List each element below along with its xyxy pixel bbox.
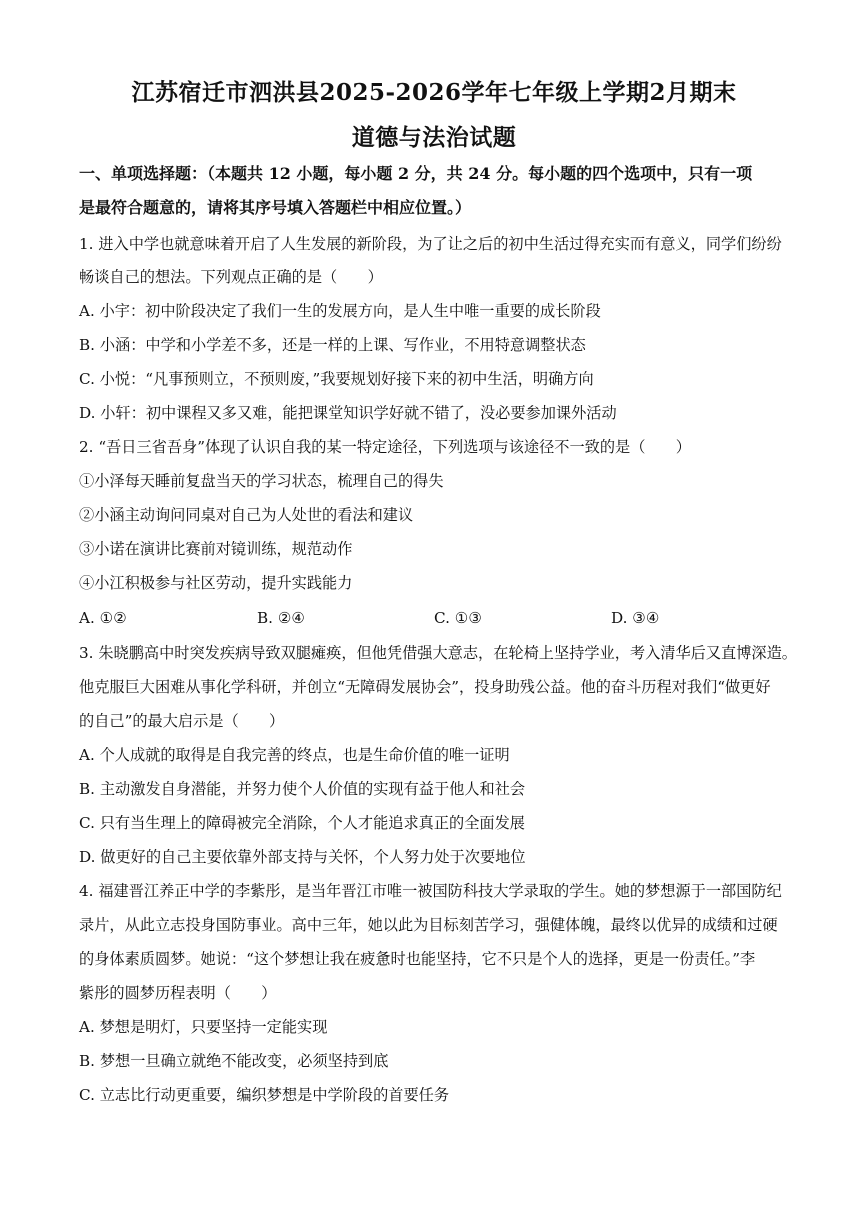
q3-option-a: A. 个人成就的取得是自我完善的终点，也是生命价值的唯一证明 [79, 746, 510, 764]
section-heading: 一、单项选择题：（本题共 12 小题，每小题 2 分，共 24 分。每小题的四个选项中，只有一项 [79, 164, 753, 183]
q1-option-b: B. 小涵：中学和小学差不多，还是一样的上课、写作业，不用特意调整状态 [79, 336, 586, 354]
q2-option-c: C. ①③ [434, 609, 482, 627]
section-heading-cont: 是最符合题意的，请将其序号填入答题栏中相应位置。） [79, 198, 472, 217]
exam-subject-title: 道德与法治试题 [351, 124, 517, 151]
q1-stem: 1. 进入中学也就意味着开启了人生发展的新阶段，为了让之后的初中生活过得充实而有意义，同学们纷纷 [79, 235, 782, 253]
q2-statement-2: ②小涵主动询问同桌对自己为人处世的看法和建议 [79, 506, 414, 524]
q2-statement-4: ④小江积极参与社区劳动，提升实践能力 [79, 574, 353, 592]
q2-stem: 2. “吾日三省吾身”体现了认识自我的某一特定途径，下列选项与该途径不一致的是（ ） [79, 438, 691, 456]
q3-stem-cont-2: 的自己”的最大启示是（ ） [79, 712, 285, 730]
q2-option-b: B. ②④ [257, 609, 306, 627]
q2-option-a: A. ①② [79, 609, 127, 627]
q4-stem-cont-2: 的身体素质圆梦。她说：“这个梦想让我在疲惫时也能坚持，它不只是个人的选择，更是一份责任。”李 [79, 950, 756, 968]
q4-stem-cont-3: 紫彤的圆梦历程表明（ ） [79, 984, 277, 1002]
q3-option-d: D. 做更好的自己主要依靠外部支持与关怀，个人努力处于次要地位 [79, 848, 526, 866]
q3-stem: 3. 朱晓鹏高中时突发疾病导致双腿瘫痪，但他凭借强大意志，在轮椅上坚持学业，考入清华后又直博深造。 [79, 644, 797, 662]
q3-option-b: B. 主动激发自身潜能，并努力使个人价值的实现有益于他人和社会 [79, 780, 526, 798]
q2-option-d: D. ③④ [611, 609, 660, 627]
q3-option-c: C. 只有当生理上的障碍被完全消除，个人才能追求真正的全面发展 [79, 814, 525, 832]
q2-statement-3: ③小诺在演讲比赛前对镜训练，规范动作 [79, 540, 353, 558]
q1-option-a: A. 小宇：初中阶段决定了我们一生的发展方向，是人生中唯一重要的成长阶段 [79, 302, 601, 320]
exam-title: 江苏宿迁市泗洪县2025-2026学年七年级上学期2月期末 [131, 79, 737, 106]
q4-stem-cont-1: 录片，从此立志投身国防事业。高中三年，她以此为目标刻苦学习，强健体魄，最终以优异的成绩和过硬 [79, 916, 778, 934]
q3-stem-cont-1: 他克服巨大困难从事化学科研，并创立“无障碍发展协会”，投身助残公益。他的奋斗历程对我们“做更好 [79, 678, 771, 696]
q4-option-b: B. 梦想一旦确立就绝不能改变，必须坚持到底 [79, 1052, 389, 1070]
q4-stem: 4. 福建晋江养正中学的李紫彤，是当年晋江市唯一被国防科技大学录取的学生。她的梦想源于一部国防纪 [79, 882, 782, 900]
q1-option-d: D. 小轩：初中课程又多又难，能把课堂知识学好就不错了，没必要参加课外活动 [79, 404, 617, 422]
q4-option-c: C. 立志比行动更重要，编织梦想是中学阶段的首要任务 [79, 1086, 450, 1104]
q1-stem-cont: 畅谈自己的想法。下列观点正确的是（ ） [79, 268, 383, 286]
q4-option-a: A. 梦想是明灯，只要坚持一定能实现 [79, 1018, 328, 1036]
q2-statement-1: ①小泽每天睡前复盘当天的学习状态，梳理自己的得失 [79, 472, 444, 490]
q1-option-c: C. 小悦：“凡事预则立，不预则废，”我要规划好接下来的初中生活，明确方向 [79, 370, 594, 388]
